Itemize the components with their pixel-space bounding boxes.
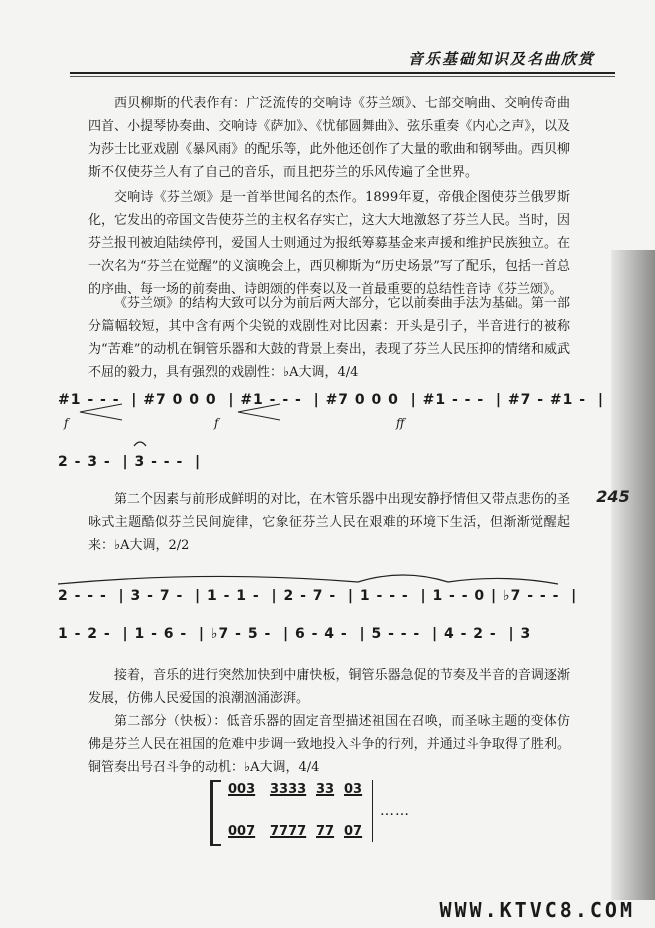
fanfare-note-group: 07 — [344, 824, 363, 839]
fanfare-note-group: 33 — [316, 782, 335, 797]
header-rule-thin — [70, 76, 615, 77]
dynamic-mark: f — [64, 416, 69, 430]
running-header-title: 音乐基础知识及名曲欣赏 — [407, 50, 595, 68]
paragraph-structure: 《芬兰颂》的结构大致可以分为前后两大部分，它以前奏曲手法为基础。第一部分篇幅较短，其中含有两个尖锐的戏剧性对比因素：开头是引子，半音进行的被称为“苦难”的动机在铜管乐器和大鼓的背景上奏出，表现了芬兰人民压抑的情绪和威武不屈的毅力，具有强烈的戏剧性：♭A大调，4/4 — [88, 296, 570, 380]
paragraph-finlandia-history: 交响诗《芬兰颂》是一首举世闻名的杰作。1899年夏，帝俄企图使芬兰俄罗斯化，它发出的帝国文告使芬兰的主权名存实亡，这大大地激怒了芬兰人民。当时，因芬兰报刊被迫陆续停刊，爱国人士则通过为报纸筹募基金来声援和维护民族独立。在一次名为“芬兰在觉醒”的义演晚会上，西贝柳斯为“历史场景”写了配乐，包括一首总的序曲、每一场的前奏曲、诗朗颂的伴奏以及一首最重要的总结性音诗《芬兰颂》。 — [88, 190, 570, 297]
fanfare-note-group: 3333 — [270, 782, 307, 797]
paragraph-allegro-moderato: 接着，音乐的进行突然加快到中庸快板，铜管乐器急促的节奏及半音的音调逐渐发展，仿佛人民爱国的浪潮汹涌澎湃。 — [88, 668, 570, 706]
score-chorale-theme — [58, 566, 578, 650]
paragraph-second-part: 第二部分（快板）：低音乐器的固定音型描述祖国在召唤，而圣咏主题的变体仿佛是芬兰人民在祖国的危难中步调一致地投入斗争的行列，并通过斗争取得了胜利。铜管奏出号召斗争的动机：♭A大调，4/4 — [88, 714, 570, 775]
score-barline — [372, 780, 373, 842]
score-row: 1 - 2 - | 1 - 6 - | ♭7 - 5 - | 6 - 4 - | 5 - - - | 4 - 2 - | 3 — [58, 626, 532, 642]
score-brace — [210, 780, 221, 846]
fanfare-continuation: …… — [380, 803, 410, 819]
paragraph-representative-works: 西贝柳斯的代表作有：广泛流传的交响诗《芬兰颂》、七部交响曲、交响传奇曲四首、小提琴协奏曲、交响诗《萨加》、《忧郁圆舞曲》、弦乐重奏《内心之声》，以及为莎士比亚戏剧《暴风雨》的配乐等，此外他还创作了大量的歌曲和钢琴曲。西贝柳斯不仅使芬兰人有了自己的音乐，而且把芬兰的乐风传遍了全世界。 — [88, 96, 570, 180]
dynamic-mark: f — [214, 416, 219, 430]
fanfare-note-group: 7777 — [270, 824, 307, 839]
fanfare-note-group: 003 — [228, 782, 256, 797]
page-edge-shadow — [611, 250, 655, 900]
score-row: 2 - - - | 3 - 7 - | 1 - 1 - | 2 - 7 - | 1 - - - | 1 - - 0 | ♭7 - - - | — [58, 588, 578, 604]
fanfare-note-group: 007 — [228, 824, 256, 839]
page-number: 245 — [596, 487, 630, 506]
site-watermark: WWW.KTVC8.COM — [439, 898, 635, 922]
score-row: #1 - - - | #7 0 0 0 | #1 - - - | #7 0 0 0 | #1 - - - | #7 - #1 - | — [58, 392, 604, 408]
fanfare-note-group: 77 — [316, 824, 335, 839]
header-rule — [70, 72, 615, 74]
score-suffering-motif — [58, 388, 604, 478]
dynamic-mark: ff — [396, 416, 405, 430]
score-row: 2 - 3 - | 3 - - - | — [58, 454, 202, 470]
paragraph-chorale-theme: 第二个因素与前形成鲜明的对比，在木管乐器中出现安静抒情但又带点悲伤的圣咏式主题酷似芬兰民间旋律，它象征芬兰人民在艰难的环境下生活，但渐渐觉醒起来：♭A大调，2/2 — [88, 492, 570, 553]
fanfare-note-group: 03 — [344, 782, 363, 797]
